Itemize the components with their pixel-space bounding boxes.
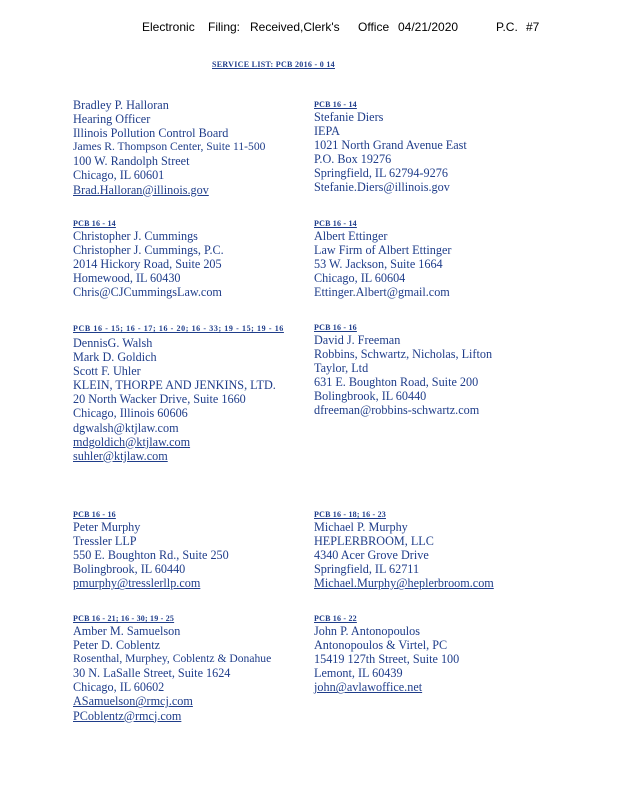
- entry-line: Christopher J. Cummings, P.C.: [73, 243, 224, 258]
- entry-line: James R. Thompson Center, Suite 11-500: [73, 140, 266, 154]
- entry-line: 30 N. LaSalle Street, Suite 1624: [73, 666, 231, 681]
- entry-line: 4340 Acer Grove Drive: [314, 548, 429, 563]
- pcb-case-number: PCB 16 - 15; 16 - 17; 16 - 20; 16 - 33; 19 - 15; 19 - 16: [73, 324, 284, 333]
- entry-line: Bolingbrook, IL 60440: [314, 389, 427, 404]
- entry-line: 20 North Wacker Drive, Suite 1660: [73, 392, 246, 407]
- pcb-case-number: PCB 16 - 16: [314, 323, 357, 332]
- pcb-case-number: PCB 16 - 14: [73, 219, 116, 228]
- service-entry-peter-murphy: [73, 509, 313, 590]
- entry-line: Rosenthal, Murphey, Coblentz & Donahue: [73, 652, 272, 666]
- entry-line: 631 E. Boughton Road, Suite 200: [314, 375, 479, 390]
- entry-line: Stefanie Diers: [314, 110, 384, 124]
- entry-line: Peter Murphy: [73, 520, 141, 534]
- email-link[interactable]: Michael.Murphy@heplerbroom.com: [314, 576, 494, 591]
- entry-line: Peter D. Coblentz: [73, 638, 160, 653]
- entry-line: Chicago, IL 60604: [314, 271, 406, 286]
- service-entry-michael-murphy: [314, 509, 554, 590]
- entry-line: 2014 Hickory Road, Suite 205: [73, 257, 222, 272]
- service-entry-antonopoulos: [314, 613, 554, 694]
- pcb-case-number: PCB 16 - 18; 16 - 23: [314, 510, 386, 519]
- entry-line: 100 W. Randolph Street: [73, 154, 190, 169]
- email-text: dgwalsh@ktjlaw.com: [73, 420, 179, 435]
- header-pc: P.C.: [496, 20, 518, 34]
- entry-line: DennisG. Walsh: [73, 336, 153, 350]
- entry-line: 550 E. Boughton Rd., Suite 250: [73, 548, 229, 563]
- service-entry-ettinger: [314, 218, 554, 299]
- entry-line: Christopher J. Cummings: [73, 229, 198, 243]
- email-link[interactable]: Brad.Halloran@illinois.gov: [73, 182, 209, 197]
- header-received: Received,Clerk's: [250, 20, 340, 34]
- entry-line: Amber M. Samuelson: [73, 624, 181, 638]
- header-date: 04/21/2020: [398, 20, 459, 34]
- entry-line: Albert Ettinger: [314, 229, 388, 243]
- entry-line: John P. Antonopoulos: [314, 624, 420, 638]
- entry-line: Homewood, IL 60430: [73, 271, 181, 286]
- entry-line: 53 W. Jackson, Suite 1664: [314, 257, 443, 272]
- entry-line: Bolingbrook, IL 60440: [73, 562, 186, 577]
- entry-line: KLEIN, THORPE AND JENKINS, LTD.: [73, 378, 276, 393]
- service-list-title: SERVICE LIST: PCB 2016 - 0 14: [212, 60, 335, 69]
- entry-line: 1021 North Grand Avenue East: [314, 138, 467, 153]
- entry-line: Michael P. Murphy: [314, 520, 408, 534]
- entry-line: Lemont, IL 60439: [314, 666, 403, 681]
- pcb-case-number: PCB 16 - 16: [73, 510, 116, 519]
- service-entry-diers: [314, 99, 554, 195]
- email-text: Ettinger.Albert@gmail.com: [314, 285, 450, 300]
- entry-line: 15419 127th Street, Suite 100: [314, 652, 460, 667]
- entry-line: Scott F. Uhler: [73, 364, 141, 379]
- entry-line: Mark D. Goldich: [73, 350, 157, 365]
- pcb-case-number: PCB 16 - 21; 16 - 30; 19 - 25: [73, 614, 175, 623]
- email-link[interactable]: pmurphy@tresslerllp.com: [73, 576, 201, 591]
- service-entry-samuelson: [73, 613, 313, 723]
- email-link[interactable]: mdgoldich@ktjlaw.com: [73, 434, 191, 449]
- email-link[interactable]: john@avlawoffice.net: [314, 680, 423, 695]
- email-text: dfreeman@robbins-schwartz.com: [314, 403, 480, 418]
- header-pc-number: #7: [526, 20, 540, 34]
- service-entry-halloran: [73, 98, 313, 197]
- email-link[interactable]: suhler@ktjlaw.com: [73, 448, 168, 463]
- header-filing: Filing:: [208, 20, 241, 34]
- email-text: Chris@CJCummingsLaw.com: [73, 285, 222, 300]
- pcb-case-number: PCB 16 - 14: [314, 219, 357, 228]
- entry-line: HEPLERBROOM, LLC: [314, 534, 434, 549]
- entry-line: Bradley P. Halloran: [73, 98, 169, 112]
- entry-line: Hearing Officer: [73, 112, 151, 127]
- entry-line: Antonopoulos & Virtel, PC: [314, 638, 448, 653]
- entry-line: P.O. Box 19276: [314, 152, 392, 167]
- service-entry-cummings: [73, 218, 313, 299]
- filing-header: [0, 20, 618, 36]
- entry-line: Illinois Pollution Control Board: [73, 126, 229, 141]
- entry-line: Springfield, IL 62794-9276: [314, 166, 448, 181]
- pcb-case-number: PCB 16 - 14: [314, 100, 357, 109]
- entry-line: Springfield, IL 62711: [314, 562, 420, 577]
- entry-line: David J. Freeman: [314, 333, 401, 347]
- header-office: Office: [358, 20, 390, 34]
- header-electronic: Electronic: [142, 20, 195, 34]
- service-entry-freeman: [314, 322, 554, 418]
- pcb-case-number: PCB 16 - 22: [314, 614, 357, 623]
- entry-line: Taylor, Ltd: [314, 361, 369, 376]
- entry-line: Chicago, IL 60602: [73, 680, 165, 695]
- entry-line: Tressler LLP: [73, 534, 137, 549]
- entry-line: Chicago, IL 60601: [73, 168, 165, 183]
- email-text: Stefanie.Diers@illinois.gov: [314, 180, 450, 195]
- entry-line: Chicago, Illinois 60606: [73, 406, 188, 421]
- entry-line: Robbins, Schwartz, Nicholas, Lifton: [314, 347, 493, 362]
- entry-line: IEPA: [314, 124, 340, 139]
- email-link[interactable]: PCoblentz@rmcj.com: [73, 708, 182, 723]
- service-entry-walsh: [73, 322, 313, 463]
- email-link[interactable]: ASamuelson@rmcj.com: [73, 694, 193, 709]
- entry-line: Law Firm of Albert Ettinger: [314, 243, 452, 258]
